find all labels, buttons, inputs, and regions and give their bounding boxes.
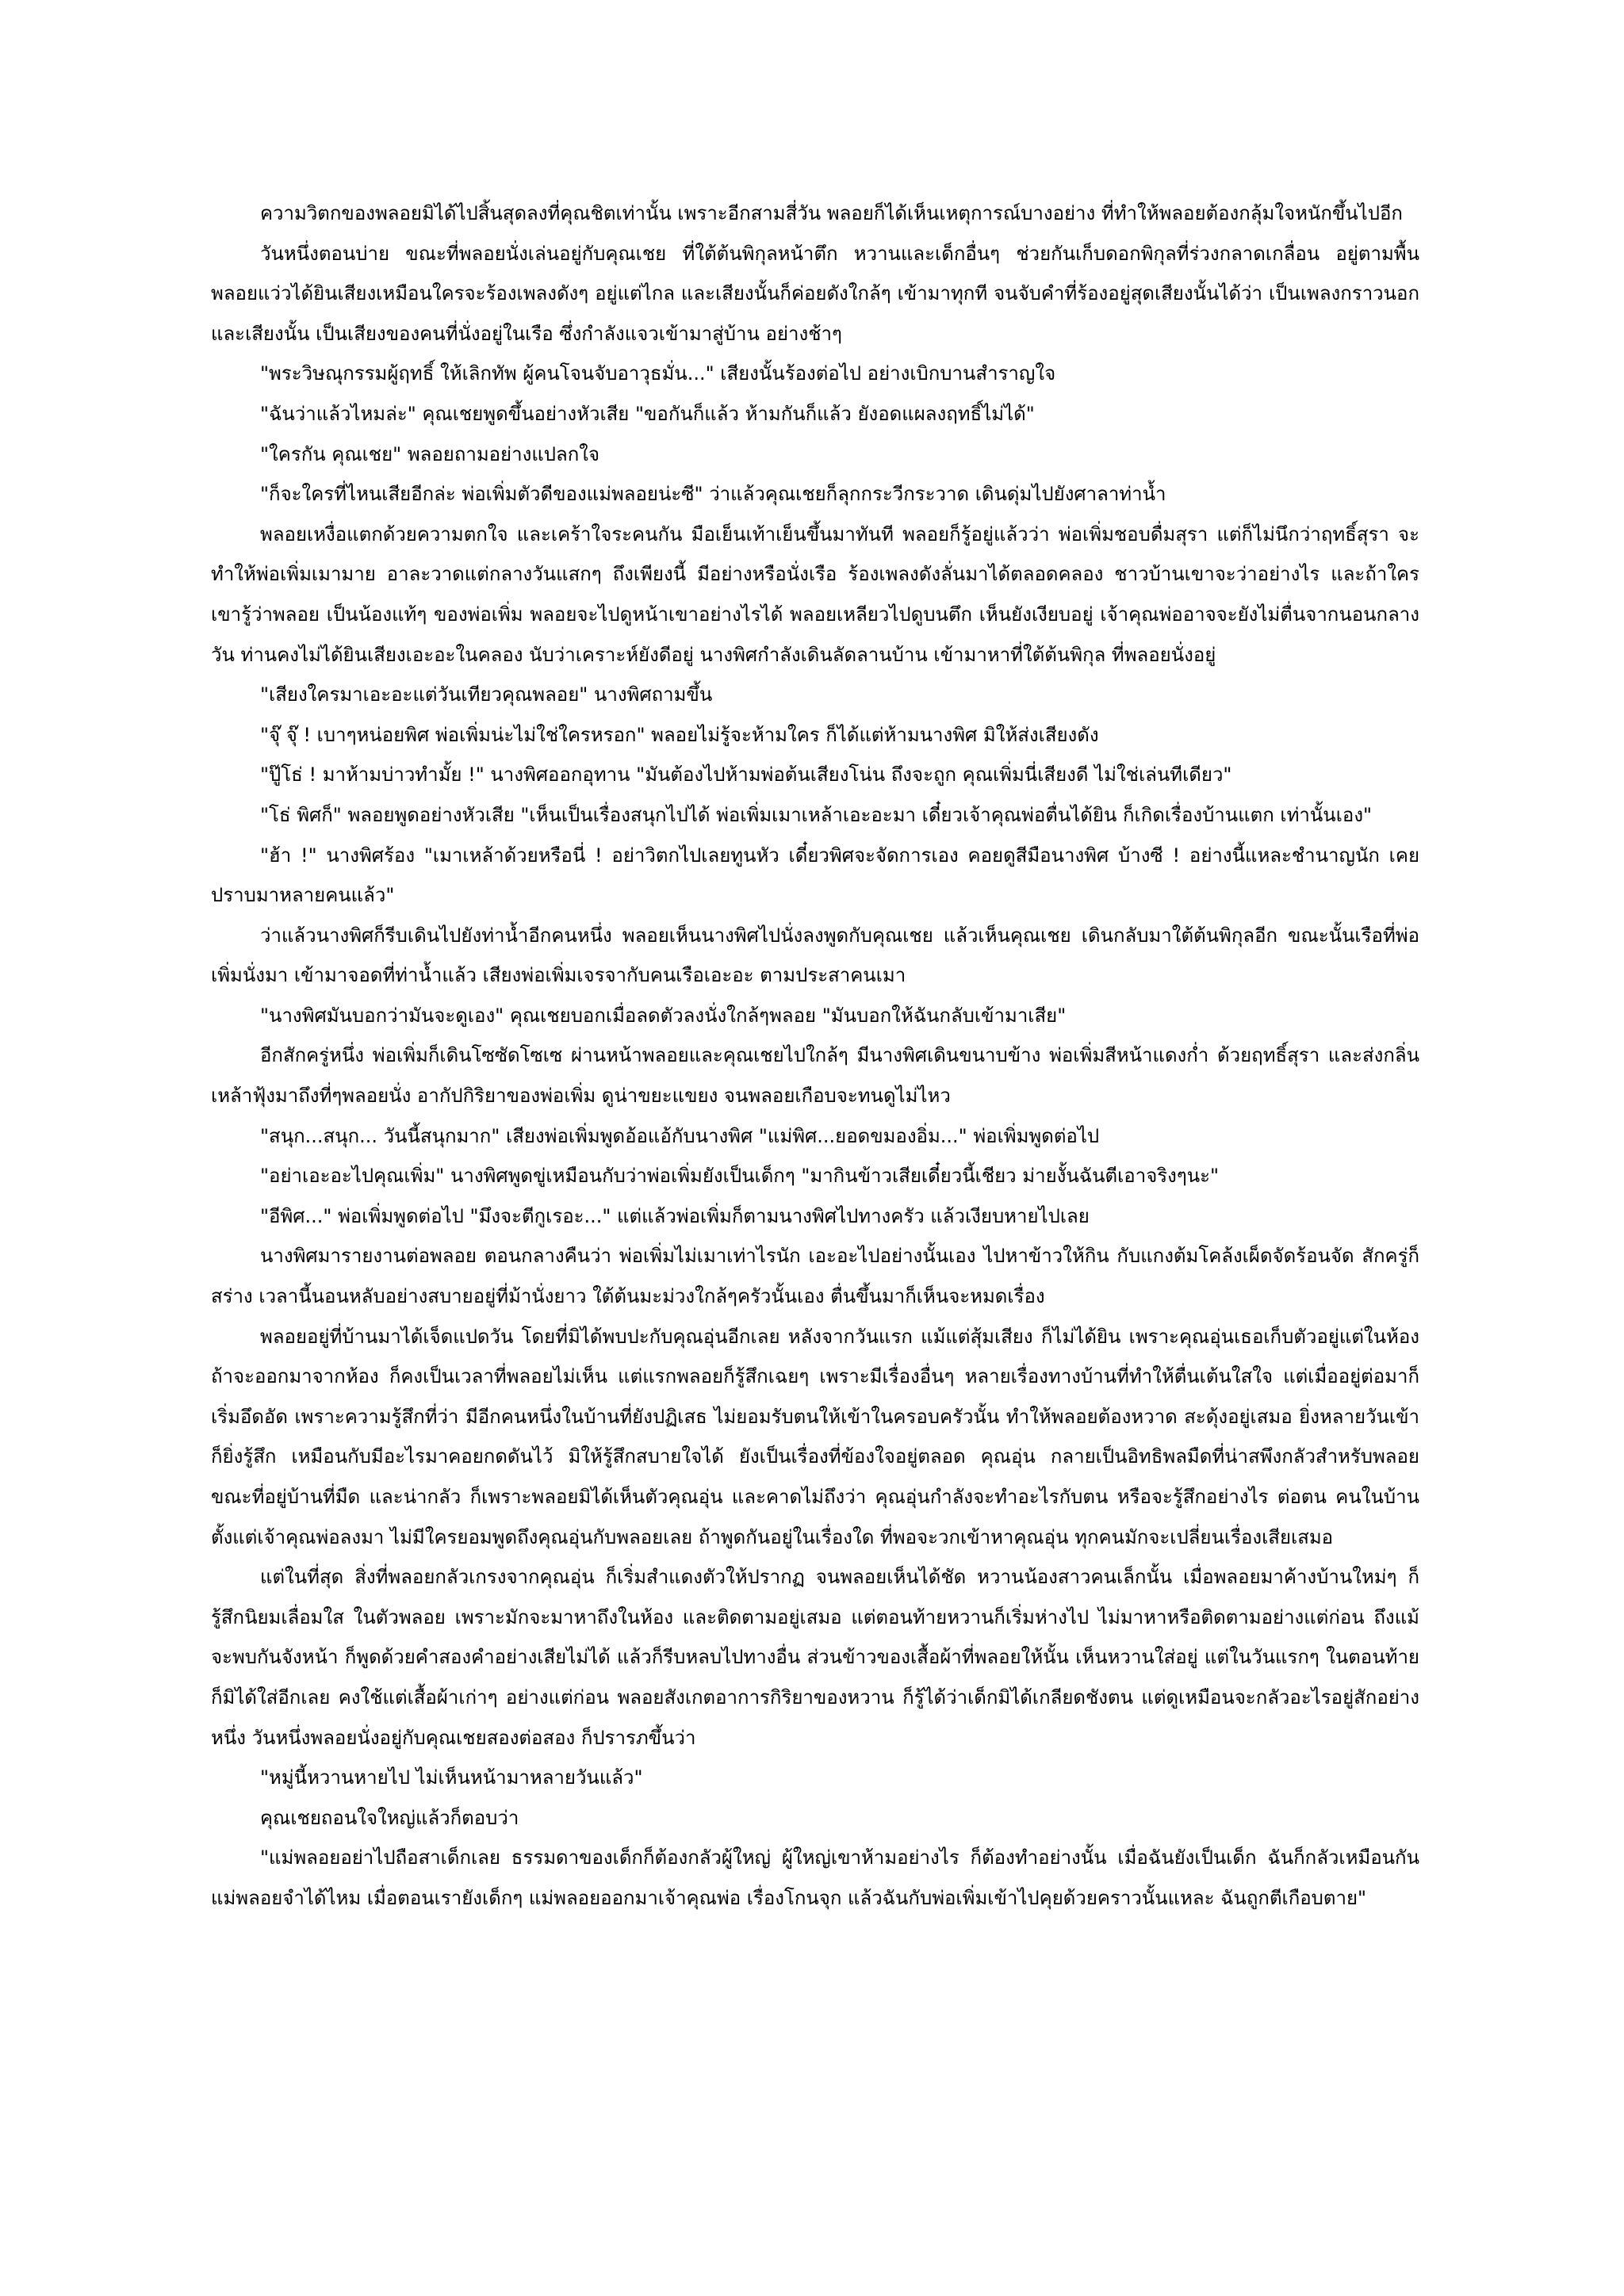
paragraph: "แม่พลอยอย่าไปถือสาเด็กเลย ธรรมดาของเด็กก็ต้องกลัวผู้ใหญ่ ผู้ใหญ่เขาห้ามอย่างไร ก็ต้องทำอย่างนั้น เมื่อฉันยังเป็นเด็ก ฉันก็กลัวเหมือนกัน แม่พลอยจำได้ไหม เมื่อตอนเรายังเด็กๆ แม่พลอยออกมาเจ้าคุณพ่อ เรื่องโกนจุก แล้วฉันกับพ่อเพิ่มเข้าไปคุยด้วยคราวนั้นแหละ ฉันถูกตีเกือบตาย" [211,1846,1419,1909]
paragraph: "อีพิศ..." พ่อเพิ่มพูดต่อไป "มึงจะตีกูเรอะ..." แต่แล้วพ่อเพิ่มก็ตามนางพิศไปทางครัว แล้วเงียบหายไปเลย [260,1204,1090,1227]
paragraph: พลอยเหงื่อแตกด้วยความตกใจ และเคร้าใจระคนกัน มือเย็นเท้าเย็นขึ้นมาทันที พลอยก็รู้อยู่แล้วว่า พ่อเพิ่มชอบดื่มสุรา แต่ก็ไม่นึกว่าฤทธิ์สุรา จะทำให้พ่อเพิ่มเมามาย อาละวาดแต่กลางวันแสกๆ ถึงเพียงนี้ มีอย่างหรือนั่งเรือ ร้องเพลงดังลั่นมาได้ตลอดคลอง ชาวบ้านเขาจะว่าอย่างไร และถ้าใครเขารู้ว่าพลอย เป็นน้องแท้ๆ ของพ่อเพิ่ม พลอยจะไปดูหน้าเขาอย่างไรได้ พลอยเหลียวไปดูบนตึก เห็นยังเงียบอยู่ เจ้าคุณพ่ออาจจะยังไม่ตื่นจากนอนกลางวัน ท่านคงไม่ได้ยินเสียงเอะอะในคลอง นับว่าเคราะห์ยังดีอยู่ นางพิศกำลังเดินลัดลานบ้าน เข้ามาหาที่ใต้ต้นพิกุล ที่พลอยนั่งอยู่ [211,522,1419,666]
paragraph: "ฮ้า !" นางพิศร้อง "เมาเหล้าด้วยหรือนี่ ! อย่าวิตกไปเลยทูนหัว เดี๋ยวพิศจะจัดการเอง คอยดูสีมือนางพิศ บ้างซี ! อย่างนี้แหละชำนาญนัก เคยปราบมาหลายคนแล้ว" [211,844,1419,907]
paragraph: "สนุก...สนุก... วันนี้สนุกมาก" เสียงพ่อเพิ่มพูดอ้อแอ้กับนางพิศ "แม่พิศ...ยอดขมองอิ่ม..." พ่อเพิ่มพูดต่อไป [260,1124,1100,1147]
paragraph: วันหนึ่งตอนบ่าย ขณะที่พลอยนั่งเล่นอยู่กับคุณเชย ที่ใต้ต้นพิกุลหน้าตึก หวานและเด็กอื่นๆ ช่วยกันเก็บดอกพิกุลที่ร่วงกลาดเกลื่อน อยู่ตามพื้น พลอยแว่วได้ยินเสียงเหมือนใครจะร้องเพลงดังๆ อยู่แต่ไกล และเสียงนั้นก็ค่อยดังใกล้ๆ เข้ามาทุกที จนจับคำที่ร้องอยู่สุดเสียงนั้นได้ว่า เป็นเพลงกราวนอก และเสียงนั้น เป็นเสียงของคนที่นั่งอยู่ในเรือ ซึ่งกำลังแจวเข้ามาสู่บ้าน อย่างช้าๆ [211,242,1420,345]
paragraph: "ฉันว่าแล้วไหมล่ะ" คุณเชยพูดขึ้นอย่างหัวเสีย "ขอกันก็แล้ว ห้ามกันก็แล้ว ยังอดแผลงฤทธิ์ไม่ได้" [260,402,1035,425]
paragraph: คุณเชยถอนใจใหญ่แล้วก็ตอบว่า [260,1806,519,1829]
paragraph: "หมู่นี้หวานหายไป ไม่เห็นหน้ามาหลายวันแล้ว" [260,1766,643,1789]
paragraph: "เสียงใครมาเอะอะแต่วันเทียวคุณพลอย" นางพิศถามขึ้น [260,683,713,706]
document-body [211,193,1419,1919]
paragraph: นางพิศมารายงานต่อพลอย ตอนกลางคืนว่า พ่อเพิ่มไม่เมาเท่าไรนัก เอะอะไปอย่างนั้นเอง ไปหาข้าวให้กิน กับแกงต้มโคล้งเผ็ดจัดร้อนจัด สักครู่ก็สร่าง เวลานี้นอนหลับอย่างสบายอยู่ที่ม้านั่งยาว ใต้ต้นมะม่วงใกล้ๆครัวนั้นเอง ตื่นขึ้นมาก็เห็นจะหมดเรื่อง [211,1245,1419,1308]
paragraph: แต่ในที่สุด สิ่งที่พลอยกลัวเกรงจากคุณอุ่น ก็เริ่มสำแดงตัวให้ปรากฏ จนพลอยเห็นได้ชัด หวานน้องสาวคนเล็กนั้น เมื่อพลอยมาค้างบ้านใหม่ๆ ก็รู้สึกนิยมเลื่อมใส ในตัวพลอย เพราะมักจะมาหาถึงในห้อง และติดตามอยู่เสมอ แต่ตอนท้ายหวานก็เริ่มห่างไป ไม่มาหาหรือติดตามอย่างแต่ก่อน ถึงแม้จะพบกันจังหน้า ก็พูดด้วยคำสองคำอย่างเสียไม่ได้ แล้วก็รีบหลบไปทางอื่น ส่วนข้าวของเสื้อผ้าที่พลอยให้นั้น เห็นหวานใส่อยู่ แต่ในวันแรกๆ ในตอนท้ายก็มิได้ใส่อีกเลย คงใช้แต่เสื้อผ้าเก่าๆ อย่างแต่ก่อน พลอยสังเกตอาการกิริยาของหวาน ก็รู้ได้ว่าเด็กมิได้เกลียดชังตน แต่ดูเหมือนจะกลัวอะไรอยู่สักอย่างหนึ่ง วันหนึ่งพลอยนั่งอยู่กับคุณเชยสองต่อสอง ก็ปรารภขึ้นว่า [211,1566,1419,1749]
paragraph: พลอยอยู่ที่บ้านมาได้เจ็ดแปดวัน โดยที่มิได้พบปะกับคุณอุ่นอีกเลย หลังจากวันแรก แม้แต่สุ้มเสียง ก็ไม่ได้ยิน เพราะคุณอุ่นเธอเก็บตัวอยู่แต่ในห้อง ถ้าจะออกมาจากห้อง ก็คงเป็นเวลาที่พลอยไม่เห็น แต่แรกพลอยก็รู้สึกเฉยๆ เพราะมีเรื่องอื่นๆ หลายเรื่องทางบ้านที่ทำให้ตื่นเต้นใสใจ แต่เมื่ออยู่ต่อมาก็เริ่มอึดอัด เพราะความรู้สึกที่ว่า มีอีกคนหนึ่งในบ้านที่ยังปฏิเสธ ไม่ยอมรับตนให้เข้าในครอบครัวนั้น ทำให้พลอยต้องหวาด สะดุ้งอยู่เสมอ ยิ่งหลายวันเข้าก็ยิ่งรู้สึก เหมือนกับมีอะไรมาคอยกดดันไว้ มิให้รู้สึกสบายใจได้ ยังเป็นเรื่องที่ข้องใจอยู่ตลอด คุณอุ่น กลายเป็นอิทธิพลมืดที่น่าสพึงกลัวสำหรับพลอย ขณะที่อยู่บ้านที่มืด และน่ากลัว ก็เพราะพลอยมิได้เห็นตัวคุณอุ่น และคาดไม่ถึงว่า คุณอุ่นกำลังจะทำอะไรกับตน หรือจะรู้สึกอย่างไร ต่อตน คนในบ้านตั้งแต่เจ้าคุณพ่อลงมา ไม่มีใครยอมพูดถึงคุณอุ่นกับพลอยเลย ถ้าพูดกันอยู่ในเรื่องใด ที่พอจะวกเข้าหาคุณอุ่น ทุกคนมักจะเปลี่ยนเรื่องเสียเสมอ [211,1325,1419,1548]
paragraph: "จุ๊ จุ๊ ! เบาๆหน่อยพิศ พ่อเพิ่มน่ะไม่ใช่ใครหรอก" พลอยไม่รู้จะห้ามใคร ก็ได้แต่ห้ามนางพิศ มิให้ส่งเสียงดัง [260,723,1099,746]
paragraph: ความวิตกของพลอยมิได้ไปสิ้นสุดลงที่คุณชิตเท่านั้น เพราะอีกสามสี่วัน พลอยก็ได้เห็นเหตุการณ์บางอย่าง ที่ทำให้พลอยต้องกลุ้มใจหนักขึ้นไปอีก [260,202,1403,224]
paragraph: "นางพิศมันบอกว่ามันจะดูเอง" คุณเชยบอกเมื่อลดตัวลงนั่งใกล้ๆพลอย "มันบอกให้ฉันกลับเข้ามาเสีย" [260,1004,1067,1027]
paragraph: "ปู๊โธ่ ! มาห้ามบ่าวทำมั้ย !" นางพิศออกอุทาน "มันต้องไปห้ามพ่อต้นเสียงโน่น ถึงจะถูก คุณเพิ่มนี่เสียงดี ไม่ใช่เล่นทีเดียว" [260,763,1232,786]
paragraph: "อย่าเอะอะไปคุณเพิ่ม" นางพิศพูดขู่เหมือนกับว่าพ่อเพิ่มยังเป็นเด็กๆ "มากินข้าวเสียเดี๋ยวนี้เชียว ม่ายงั้นฉันตีเอาจริงๆนะ" [260,1165,1220,1188]
paragraph: "พระวิษณุกรรมผู้ฤทธิ์ ให้เลิกทัพ ผู้คนโจนจับอาวุธมั่น..." เสียงนั้นร้องต่อไป อย่างเบิกบานสำราญใจ [260,362,1056,385]
paragraph: ว่าแล้วนางพิศก็รีบเดินไปยังท่าน้ำอีกคนหนึ่ง พลอยเห็นนางพิศไปนั่งลงพูดกับคุณเชย แล้วเห็นคุณเชย เดินกลับมาใต้ต้นพิกุลอีก ขณะนั้นเรือที่พ่อเพิ่มนั่งมา เข้ามาจอดที่ท่าน้ำแล้ว เสียงพ่อเพิ่มเจรจากับคนเรือเอะอะ ตามประสาคนเมา [211,924,1419,987]
paragraph: อีกสักครู่หนึ่ง พ่อเพิ่มก็เดินโซซัดโซเซ ผ่านหน้าพลอยและคุณเชยไปใกล้ๆ มีนางพิศเดินขนาบข้าง พ่อเพิ่มสีหน้าแดงก่ำ ด้วยฤทธิ์สุรา และส่งกลิ่นเหล้าฟุ้งมาถึงที่ๆพลอยนั่ง อากัปกิริยาของพ่อเพิ่ม ดูน่าขยะแขยง จนพลอยเกือบจะทนดูไม่ไหว [211,1044,1419,1108]
paragraph: "โธ่ พิศก็" พลอยพูดอย่างหัวเสีย "เห็นเป็นเรื่องสนุกไปได้ พ่อเพิ่มเมาเหล้าเอะอะมา เดี๋ยวเจ้าคุณพ่อตื่นได้ยิน ก็เกิดเรื่องบ้านแตก เท่านั้นเอง" [260,803,1373,826]
paragraph: "ก็จะใครที่ไหนเสียอีกล่ะ พ่อเพิ่มตัวดีของแม่พลอยน่ะซี" ว่าแล้วคุณเชยก็ลุกกระวีกระวาด เดินดุ่มไปยังศาลาท่าน้ำ [260,483,1166,506]
paragraph: "ใครกัน คุณเชย" พลอยถามอย่างแปลกใจ [260,442,600,465]
